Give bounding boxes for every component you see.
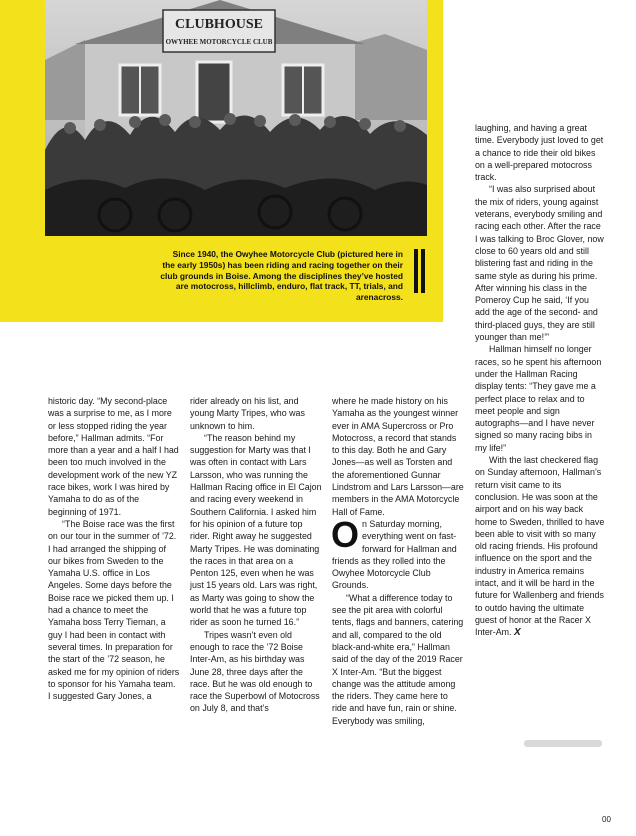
text-column-3: [332, 395, 464, 727]
text-column-1: [48, 395, 180, 702]
clubhouse-photo-drawing: [45, 0, 427, 236]
sign-line-2: OWYHEE MOTORCYCLE CLUB: [165, 38, 273, 46]
paragraph: rider already on his list, and young Marty Tripes, who was unknown to him.: [190, 396, 305, 431]
page-number: 00: [602, 815, 611, 824]
dropcap-paragraph: [331, 513, 464, 592]
text-column-4: [475, 122, 605, 639]
final-paragraph-text: With the last checkered flag on Sunday afternoon, Hallman’s return visit came to its conclusion. He was soon at the airport and on his way back home to Sweden, thrilled to have been able to visit with so many old racing friends. His profound influence on the sport and the industry in America remains intact, and it will be hard in the future for Wallenberg and friends to outdo having the ultimate guest of honor at the Racer X Inter-Am.: [475, 455, 605, 638]
paragraph: Hallman himself no longer races, so he spent his afternoon under the Hallman Racing display tents: “They gave me a perfect place to relax and to meet people and sign autographs—and I have never signed so many racing bibs in my life!”: [475, 344, 602, 453]
gray-rule: [524, 740, 602, 747]
sign-line-1: CLUBHOUSE: [175, 17, 263, 32]
paragraph: where he made history on his Yamaha as the youngest winner ever in AMA Supercross or Pro Motocross, a record that stands to this day. Both he and Gary Jones—as well as Torsten and the aforementioned Gunnar Lindstrom and Lars Larsson—are members in the AMA Motorcycle Hall of Fame.: [332, 396, 464, 517]
photo-caption: Since 1940, the Owyhee Motorcycle Club (pictured here in the early 1950s) has been riding and racing together on their club grounds in Boise. Among the disciplines they’ve hosted are motocross, hillclimb, enduro, flat track, TT, trials, and arenacross.: [160, 249, 403, 303]
final-paragraph: [475, 454, 605, 639]
clubhouse-photo: [45, 0, 427, 236]
caption-bars: [414, 249, 428, 293]
paragraph: laughing, and having a great time. Everybody just loved to get a chance to ride their old bikes on a well-prepared motocross track.: [475, 123, 604, 183]
text-column-2: [190, 395, 322, 715]
paragraph: Tripes wasn’t even old enough to race the ’72 Boise Inter-Am, as his birthday was June 28, three days after the race. But he was old enough to race the Superbowl of Motocross on July 8, and that’s: [190, 629, 320, 714]
paragraph: “The reason behind my suggestion for Marty was that I was often in contact with Lars Larsson, who was running the Hallman Racing office in El Cajon and racing every weekend in Southern California. I asked him for his opinion of a future top rider. Right away he suggested Marty Tripes. He was dominating the races in that area on a Penton 125, even when he was just 15 years old. Lars was right, as Marty was going to show the world that he was a future top rider as soon he turned 16.”: [190, 432, 322, 628]
paragraph: “The Boise race was the first on our tour in the summer of ’72. I had arranged the shipping of our bikes from Sweden to the Yamaha U.S. office in Los Angeles. Some days before the Boise race we picked them up. I had a chance to meet the Yamaha boss Terry Tiernan, a guy I had been in contact with several times. In preparation for the start of the ’72 season, he asked me for my opinion of riders to sponsor for his Yamaha team. I suggested Gary Jones, a: [48, 518, 180, 702]
dropcap-paragraph-text: n Saturday morning, everything went on fast-forward for Hallman and friends as they rolled into the Owyhee Motorcycle Club Grounds.: [332, 518, 457, 591]
end-mark-icon: X: [513, 627, 521, 639]
paragraph: “What a difference today to see the pit area with colorful tents, flags and banners, catering and all, compared to the old black-and-white era,” Hallman said of the day of the 2019 Racer X Inter-Am. “But the biggest change was the attitude among the riders. They came here to ride and have fun, rain or shine. Everybody was smiling,: [332, 592, 464, 726]
paragraph: historic day. “My second-place was a surprise to me, as I more or less stopped riding the year before,” Hallman admits. “For more than a year and a half I had been too much involved in the development work of the new YZ race bikes, work I was hired by Yamaha to do as of the beginning of 1971.: [48, 396, 179, 517]
paragraph: “I was also surprised about the mix of riders, young against veterans, everybody smiling and racing each other. After the race I was talking to Broc Glover, now close to 60 years old and still blistering fast and riding in the same style as during his prime. After winning his class in the Pomeroy Cup he said, ‘If you add the age of the second- and third-placed guys, they are still younger than me!’”: [475, 184, 604, 343]
drop-cap: O: [331, 513, 360, 555]
